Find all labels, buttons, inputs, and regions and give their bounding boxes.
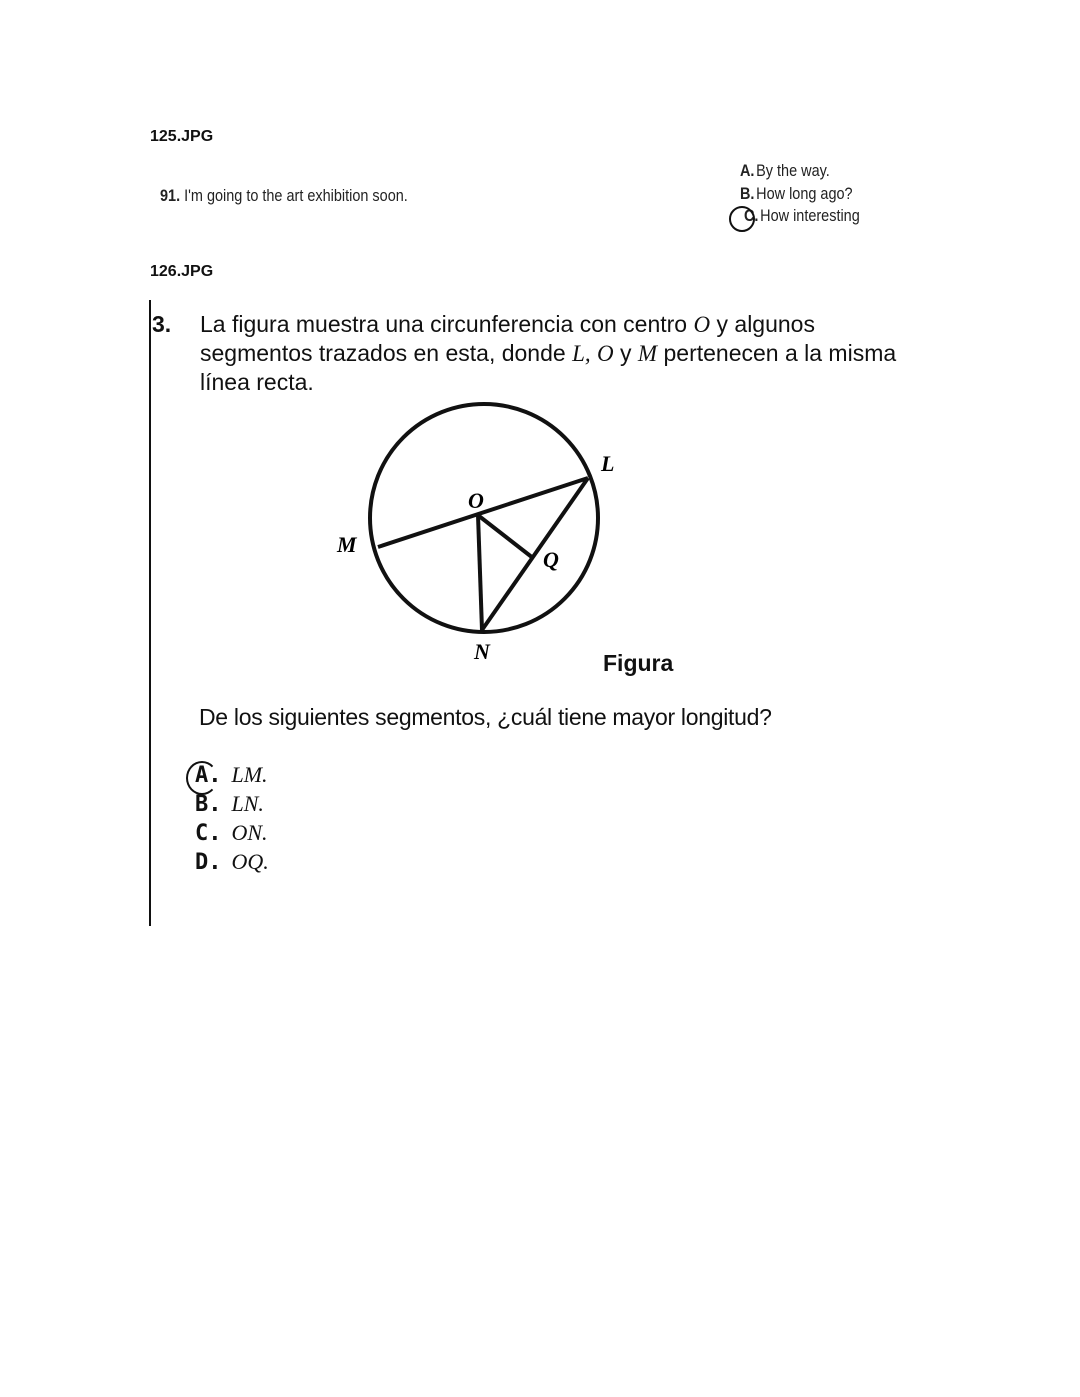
option-text: By the way. bbox=[756, 161, 830, 180]
option-text: How interesting bbox=[760, 206, 860, 225]
segment-OQ bbox=[479, 516, 533, 558]
question-intro: La figura muestra una circunferencia con centro O y algunos segmentos trazados en esta, donde L, O y M pertenecen a la misma línea recta. bbox=[200, 311, 897, 395]
option-d: D. OQ. bbox=[195, 849, 269, 875]
filename-label: 126.JPG bbox=[150, 263, 214, 280]
option-letter: A. bbox=[740, 161, 755, 180]
option-a: A. LM. bbox=[195, 762, 268, 788]
segment-NL bbox=[482, 478, 588, 630]
option-b: B. LN. bbox=[195, 791, 264, 817]
label-Q: Q bbox=[543, 547, 559, 572]
filename-label: 125.JPG bbox=[150, 128, 214, 145]
segment-ON bbox=[478, 515, 482, 630]
question-number: 3. bbox=[152, 311, 172, 337]
label-N: N bbox=[474, 639, 490, 664]
question-text: De los siguientes segmentos, ¿cuál tiene mayor longitud? bbox=[199, 704, 772, 730]
handwritten-answer-circle bbox=[186, 761, 218, 795]
question-text: I'm going to the art exhibition soon. bbox=[184, 186, 408, 205]
figure-caption: Figura bbox=[603, 650, 674, 676]
label-L: L bbox=[601, 451, 615, 476]
option-c: C. ON. bbox=[195, 820, 268, 846]
question-number: 91. bbox=[160, 186, 181, 205]
label-O: O bbox=[468, 488, 484, 513]
option-text: How long ago? bbox=[756, 184, 853, 203]
option-letter: B. bbox=[740, 184, 755, 203]
label-M: M bbox=[337, 532, 357, 557]
option-letter: C. bbox=[744, 206, 759, 225]
